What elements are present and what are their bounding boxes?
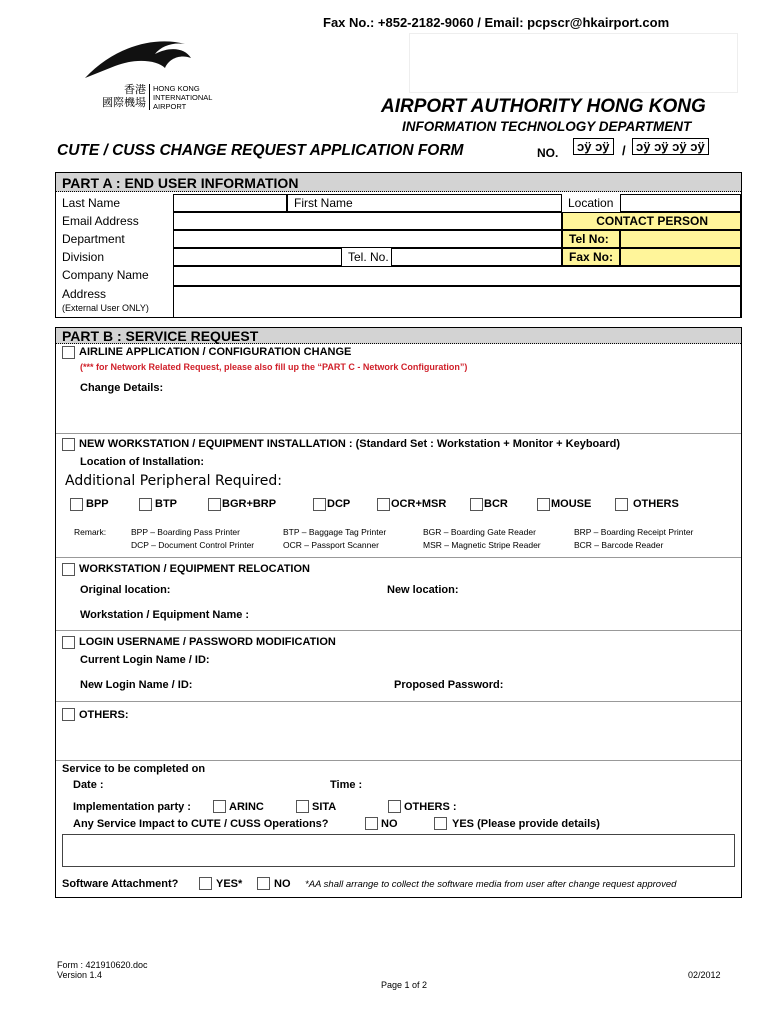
company-name-label: Company Name bbox=[62, 268, 149, 282]
new-workstation-label: NEW WORKSTATION / EQUIPMENT INSTALLATION : (Standard Set : Workstation + Monitor + Keyboard) bbox=[79, 438, 621, 450]
footer-version: Version 1.4 bbox=[57, 970, 103, 980]
service-completed-label: Service to be completed on bbox=[62, 763, 206, 775]
logo-english-line-2: INTERNATIONAL bbox=[153, 93, 213, 102]
logo-chinese-line-1: 香港 bbox=[124, 84, 146, 96]
bcr-label: BCR bbox=[484, 498, 508, 510]
remark-ocr: OCR – Passport Scanner bbox=[283, 540, 379, 550]
divider-4 bbox=[56, 701, 741, 702]
footer-date: 02/2012 bbox=[688, 970, 721, 980]
new-location-label: New location: bbox=[387, 584, 459, 596]
change-details-label: Change Details: bbox=[80, 382, 164, 394]
header-blank-box bbox=[409, 33, 738, 93]
btp-checkbox[interactable] bbox=[139, 498, 152, 511]
contact-person-header: CONTACT PERSON bbox=[562, 212, 741, 230]
arinc-label: ARINC bbox=[229, 801, 264, 813]
location-field[interactable] bbox=[620, 194, 741, 212]
fax-email-line: Fax No.: +852-2182-9060 / Email: pcpscr@hkairport.com bbox=[323, 15, 670, 30]
new-login-label: New Login Name / ID: bbox=[80, 679, 193, 691]
contact-tel-field[interactable] bbox=[620, 230, 741, 248]
software-no-checkbox[interactable] bbox=[257, 877, 270, 890]
bcr-checkbox[interactable] bbox=[470, 498, 483, 511]
email-label: Email Address bbox=[62, 214, 139, 228]
sita-checkbox[interactable] bbox=[296, 800, 309, 813]
logo-english-line-1: HONG KONG bbox=[153, 84, 200, 93]
part-a-title: PART A : END USER INFORMATION bbox=[56, 173, 741, 192]
time-label: Time : bbox=[330, 779, 363, 791]
login-mod-checkbox[interactable] bbox=[62, 636, 75, 649]
remark-bpp: BPP – Boarding Pass Printer bbox=[131, 527, 240, 537]
service-impact-label: Any Service Impact to CUTE / CUSS Operations? bbox=[73, 818, 329, 830]
relocation-label: WORKSTATION / EQUIPMENT RELOCATION bbox=[79, 563, 310, 575]
dcp-label: DCP bbox=[327, 498, 351, 510]
bpp-checkbox[interactable] bbox=[70, 498, 83, 511]
network-note: (*** for Network Related Request, please also fill up the “PART C - Network Configuration”) bbox=[80, 362, 468, 372]
mouse-label: MOUSE bbox=[551, 498, 592, 510]
remark-label: Remark: bbox=[74, 527, 107, 537]
first-name-label: First Name bbox=[294, 196, 353, 210]
sita-label: SITA bbox=[312, 801, 337, 813]
software-yes-label: YES* bbox=[216, 878, 243, 890]
additional-peripheral-label: Additional Peripheral Required: bbox=[65, 473, 283, 489]
airline-app-label: AIRLINE APPLICATION / CONFIGURATION CHANGE bbox=[79, 346, 352, 358]
impact-details-field[interactable] bbox=[62, 834, 735, 867]
ocr-msr-label: OCR+MSR bbox=[391, 498, 447, 510]
impact-no-label: NO bbox=[381, 818, 398, 830]
logo-chinese bbox=[94, 84, 146, 110]
others-party-checkbox[interactable] bbox=[388, 800, 401, 813]
part-b-title: PART B : SERVICE REQUEST bbox=[56, 328, 741, 344]
proposed-pw-label: Proposed Password: bbox=[394, 679, 504, 691]
company-name-field[interactable] bbox=[173, 266, 741, 286]
logo-chinese-line-2: 國際機場 bbox=[102, 97, 146, 109]
email-field[interactable] bbox=[173, 212, 562, 230]
software-attach-label: Software Attachment? bbox=[62, 878, 179, 890]
arinc-checkbox[interactable] bbox=[213, 800, 226, 813]
login-mod-label: LOGIN USERNAME / PASSWORD MODIFICATION bbox=[79, 636, 336, 648]
division-field[interactable] bbox=[173, 248, 342, 266]
remark-bcr: BCR – Barcode Reader bbox=[574, 540, 664, 550]
others-party-label: OTHERS : bbox=[404, 801, 457, 813]
form-number-slash: / bbox=[622, 143, 626, 158]
form-number-part-2[interactable]: ɔÿ ɔÿ ɔÿ ɔÿ bbox=[632, 138, 709, 155]
tel-no-label: Tel. No. bbox=[348, 250, 389, 264]
bpp-label: BPP bbox=[86, 498, 109, 510]
software-no-label: NO bbox=[274, 878, 291, 890]
remark-brp: BRP – Boarding Receipt Printer bbox=[574, 527, 694, 537]
airline-app-checkbox[interactable] bbox=[62, 346, 75, 359]
date-label: Date : bbox=[73, 779, 104, 791]
bgr-brp-label: BGR+BRP bbox=[222, 498, 277, 510]
impact-yes-checkbox[interactable] bbox=[434, 817, 447, 830]
address-field[interactable] bbox=[173, 286, 741, 318]
form-number-part-1[interactable]: ɔÿ ɔÿ bbox=[573, 138, 614, 155]
division-label: Division bbox=[62, 250, 105, 264]
tel-no-field[interactable] bbox=[391, 248, 562, 266]
mouse-checkbox[interactable] bbox=[537, 498, 550, 511]
department-title: INFORMATION TECHNOLOGY DEPARTMENT bbox=[402, 119, 692, 134]
relocation-checkbox[interactable] bbox=[62, 563, 75, 576]
last-name-label: Last Name bbox=[62, 196, 121, 210]
external-user-note: (External User ONLY) bbox=[62, 303, 149, 313]
department-label: Department bbox=[62, 232, 125, 246]
remark-btp: BTP – Baggage Tag Printer bbox=[283, 527, 387, 537]
bgr-brp-checkbox[interactable] bbox=[208, 498, 221, 511]
address-label: Address bbox=[62, 287, 107, 301]
footer-page: Page 1 of 2 bbox=[381, 980, 428, 990]
last-name-field[interactable] bbox=[173, 194, 287, 212]
location-label: Location bbox=[568, 196, 614, 210]
remark-dcp: DCP – Document Control Printer bbox=[131, 540, 255, 550]
others-checkbox[interactable] bbox=[62, 708, 75, 721]
software-yes-checkbox[interactable] bbox=[199, 877, 212, 890]
impl-party-label: Implementation party : bbox=[73, 801, 191, 813]
new-workstation-checkbox[interactable] bbox=[62, 438, 75, 451]
ocr-msr-checkbox[interactable] bbox=[377, 498, 390, 511]
contact-tel-label: Tel No: bbox=[562, 230, 620, 248]
form-title: CUTE / CUSS CHANGE REQUEST APPLICATION FORM bbox=[57, 142, 464, 159]
remark-msr: MSR – Magnetic Stripe Reader bbox=[423, 540, 541, 550]
divider-5 bbox=[56, 760, 741, 761]
footer-form: Form : 421910620.doc bbox=[57, 960, 148, 970]
divider-2 bbox=[56, 557, 741, 558]
ws-name-label: Workstation / Equipment Name : bbox=[80, 609, 250, 621]
logo-english bbox=[153, 84, 212, 111]
contact-fax-label: Fax No: bbox=[562, 248, 620, 266]
dcp-checkbox[interactable] bbox=[313, 498, 326, 511]
others-peripheral-label: OTHERS bbox=[633, 498, 679, 510]
others-label: OTHERS: bbox=[79, 709, 129, 721]
remark-bgr: BGR – Boarding Gate Reader bbox=[423, 527, 536, 537]
divider-3 bbox=[56, 630, 741, 631]
divider-1 bbox=[56, 433, 741, 434]
logo-divider bbox=[149, 84, 150, 110]
contact-fax-field[interactable] bbox=[620, 248, 741, 266]
department-field[interactable] bbox=[173, 230, 562, 248]
original-location-label: Original location: bbox=[80, 584, 171, 596]
logo-english-line-3: AIRPORT bbox=[153, 102, 187, 111]
impact-yes-label: YES (Please provide details) bbox=[452, 818, 600, 830]
no-label: NO. bbox=[537, 146, 559, 160]
btp-label: BTP bbox=[155, 498, 177, 510]
aa-note: *AA shall arrange to collect the software media from user after change request approved bbox=[305, 879, 677, 890]
impact-no-checkbox[interactable] bbox=[365, 817, 378, 830]
authority-title: AIRPORT AUTHORITY HONG KONG bbox=[381, 96, 706, 117]
location-install-label: Location of Installation: bbox=[80, 456, 205, 468]
current-login-label: Current Login Name / ID: bbox=[80, 654, 210, 666]
others-peripheral-checkbox[interactable] bbox=[615, 498, 628, 511]
